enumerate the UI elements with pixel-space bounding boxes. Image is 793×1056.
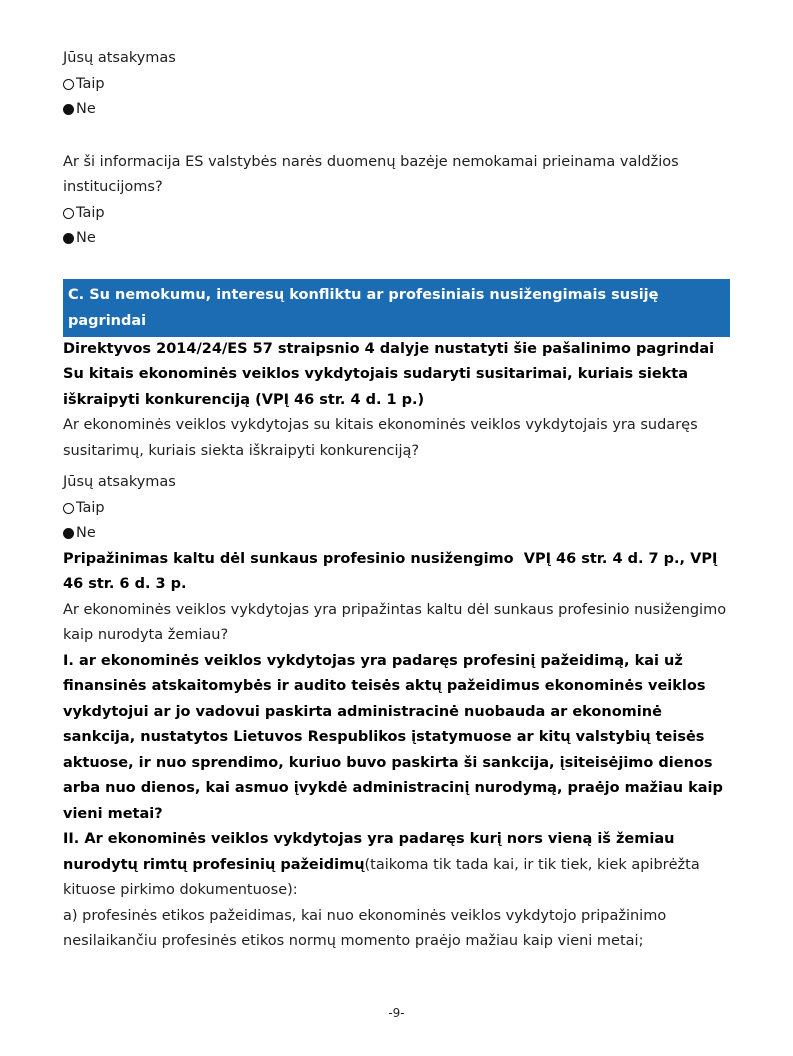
radio-label-ne: Ne bbox=[76, 230, 96, 246]
answer-label: Jūsų atsakymas bbox=[63, 474, 176, 490]
radio-icon[interactable] bbox=[63, 503, 74, 514]
answer-block-2 bbox=[63, 201, 730, 252]
radio-icon[interactable] bbox=[63, 79, 74, 90]
answer-block-1 bbox=[63, 46, 730, 123]
agreements-heading: Su kitais ekonominės veiklos vykdytojais sudaryti susitarimai, kuriais siekta iškraipyti konkurenciją (VPĮ 46 str. 4 d. 1 p.) bbox=[63, 366, 689, 408]
answer-block-3 bbox=[63, 470, 730, 547]
radio-label-ne: Ne bbox=[76, 525, 96, 541]
item-ii-paragraph bbox=[63, 827, 730, 904]
radio-label-taip: Taip bbox=[76, 204, 105, 221]
radio-option-taip[interactable] bbox=[63, 201, 730, 227]
radio-label-taip: Taip bbox=[76, 499, 105, 516]
radio-label-ne: Ne bbox=[76, 101, 96, 117]
radio-icon[interactable] bbox=[63, 208, 74, 219]
radio-option-ne[interactable] bbox=[63, 226, 730, 252]
radio-icon[interactable] bbox=[63, 528, 74, 539]
answer-label: Jūsų atsakymas bbox=[63, 50, 176, 66]
misconduct-question: Ar ekonominės veiklos vykdytojas yra pripažintas kaltu dėl sunkaus profesinio nusižengimo kaip nurodyta žemiau? bbox=[63, 601, 727, 643]
radio-option-ne[interactable] bbox=[63, 521, 730, 547]
radio-icon[interactable] bbox=[63, 233, 74, 244]
directive-heading: Direktyvos 2014/24/ES 57 straipsnio 4 dalyje nustatyti šie pašalinimo pagrindai bbox=[63, 340, 715, 357]
radio-option-taip[interactable] bbox=[63, 72, 730, 98]
radio-icon[interactable] bbox=[63, 104, 74, 115]
item-ii-normal-text: (taikoma tik tada kai, ir tik tiek, kiek apibrėžta kituose pirkimo dokumentuose): bbox=[63, 856, 700, 898]
question-database-access: Ar ši informacija ES valstybės narės duomenų bazėje nemokamai prieinama valdžios institucijoms? bbox=[63, 153, 679, 195]
misconduct-heading: Pripažinimas kaltu dėl sunkaus profesinio nusižengimo VPĮ 46 str. 4 d. 7 p., VPĮ 46 str. 6 d. 3 p. bbox=[63, 550, 723, 592]
item-a-paragraph: a) profesinės etikos pažeidimas, kai nuo ekonominės veiklos vykdytojo pripažinimo nesilaikančiu profesinės etikos normų momento praėjo mažiau kaip vieni metai; bbox=[63, 907, 667, 949]
section-c-header: C. Su nemokumu, interesų konfliktu ar profesiniais nusižengimais susiję pagrindai bbox=[63, 279, 730, 337]
item-i-paragraph: I. ar ekonominės veiklos vykdytojas yra padaręs profesinį pažeidimą, kai už finansinės atskaitomybės ir audito teisės aktų pažeidimus ekonominės veiklos vykdytojui ar jo vadovui paskirta administracinė nuobauda ar ekonominė sankcija, nustatytos Lietuvos Respublikos įstatymuose ar kitų valstybių teisės aktuose, ir nuo sprendimo, kuriuo buvo paskirta ši sankcija, įsiteisėjimo dienos arba nuo dienos, kai asmuo įvykdė administracinį nurodymą, praėjo mažiau kaip vieni metai? bbox=[63, 652, 723, 822]
item-ii-bold-text: II. Ar ekonominės veiklos vykdytojas yra padaręs kurį nors vieną iš žemiau nurodytų rimtų profesinių pažeidimų bbox=[63, 831, 675, 873]
radio-option-taip[interactable] bbox=[63, 496, 730, 522]
page-number: -9- bbox=[388, 1006, 405, 1020]
agreements-question: Ar ekonominės veiklos vykdytojas su kitais ekonominės veiklos vykdytojais yra sudaręs susitarimų, kuriais siekta iškraipyti konkurenciją? bbox=[63, 417, 698, 459]
radio-label-taip: Taip bbox=[76, 75, 105, 92]
radio-option-ne[interactable] bbox=[63, 97, 730, 123]
